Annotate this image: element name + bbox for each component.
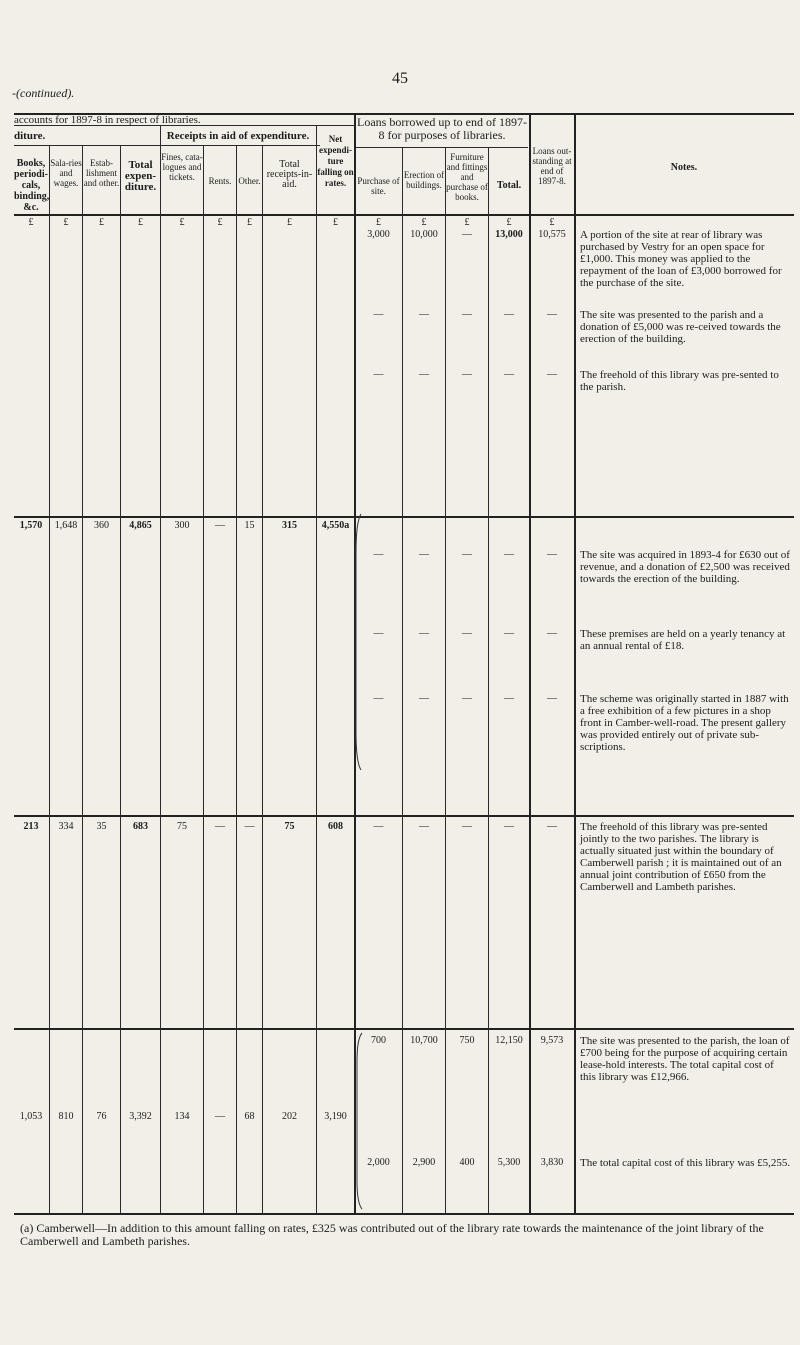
- col-notes: Notes.: [670, 162, 698, 173]
- cell: 608: [328, 821, 343, 832]
- rule-loans: [354, 147, 528, 148]
- note-2: The site was presented to the parish and a donation of £5,000 was re-ceived towards the erection of the building.: [580, 309, 781, 345]
- col-total: Total.: [496, 180, 522, 191]
- cell: —: [462, 549, 472, 560]
- table-bottom-rule: [14, 1213, 794, 1215]
- pound-sign: £: [179, 217, 185, 228]
- col-rule: [402, 147, 403, 1213]
- col-rule: [203, 145, 204, 1213]
- cell: 334: [58, 821, 74, 832]
- cell: 1,648: [54, 520, 78, 531]
- cell: 1,053: [19, 1111, 43, 1122]
- cell: 2,900: [412, 1157, 436, 1168]
- brace-group-b: [354, 1031, 364, 1211]
- col-furniture: Furniture and fittings and purchase of books.: [446, 152, 488, 202]
- header-bottom-rule: [14, 214, 794, 216]
- cell: —: [504, 628, 514, 639]
- col-rule: [49, 145, 50, 1213]
- cell: 1,570: [19, 520, 43, 531]
- col-rule: [316, 125, 317, 1213]
- col-total-receipts: Total receipts-in-aid.: [266, 159, 313, 190]
- col-rents: Rents.: [208, 176, 232, 186]
- cell: —: [547, 628, 557, 639]
- col-loans-outstanding: Loans out-standing at end of 1897-8.: [532, 146, 572, 186]
- cell: 76: [96, 1111, 107, 1122]
- cell: 4,865: [129, 520, 152, 531]
- cell: —: [462, 693, 472, 704]
- col-rule: [120, 145, 121, 1213]
- page-number: 45: [392, 70, 408, 87]
- footnote: (a) Camberwell—In addition to this amount falling on rates, £325 was contributed out of the library rate towards the maintenance of the joint library of the Camberwell and Lambeth parishes.: [20, 1221, 764, 1248]
- col-purchase-site: Purchase of site.: [357, 176, 400, 196]
- cell: 3,190: [324, 1111, 347, 1122]
- cell: 683: [133, 821, 148, 832]
- pound-sign: £: [138, 217, 143, 228]
- cell: —: [419, 821, 429, 832]
- col-fines: Fines, cata-logues and tickets.: [161, 152, 203, 182]
- col-other: Other.: [238, 176, 261, 186]
- cell: 9,573: [540, 1035, 564, 1046]
- pound-sign: £: [28, 217, 34, 228]
- header-group1: accounts for 1897-8 in respect of libraries.: [14, 114, 201, 126]
- col-rule: [574, 113, 576, 1213]
- cell: —: [547, 309, 557, 320]
- cell: —: [419, 309, 429, 320]
- header-expenditure: diture.: [14, 130, 46, 142]
- cell: —: [504, 309, 514, 320]
- col-net-expenditure: Net expendi-ture falling on rates.: [317, 134, 354, 188]
- cell: 10,575: [538, 229, 566, 240]
- cell: 68: [244, 1111, 255, 1122]
- cell: —: [462, 309, 472, 320]
- pound-sign: £: [333, 217, 338, 228]
- note-1: A portion of the site at rear of library was purchased by Vestry for an open space for £1,000. This money was applied to the repayment of the loan of £3,000 borrowed for the purchase of the site.: [580, 229, 782, 289]
- cell: 315: [282, 520, 297, 531]
- col-total-expenditure: Total expen-diture.: [124, 159, 157, 193]
- cell: —: [373, 369, 384, 380]
- cell: —: [462, 369, 472, 380]
- col-rule: [262, 145, 263, 1213]
- cell: 202: [282, 1111, 297, 1122]
- col-rule: [82, 145, 83, 1213]
- pound-sign: £: [247, 217, 252, 228]
- note-5: These premises are held on a yearly tenancy at an annual rental of £18.: [580, 628, 786, 652]
- pound-sign: £: [99, 217, 104, 228]
- cell: —: [462, 628, 472, 639]
- cell: 360: [94, 520, 109, 531]
- cell: 5,300: [497, 1157, 521, 1168]
- cell: 3,000: [367, 229, 390, 240]
- pound-sign: £: [421, 217, 427, 228]
- cell: —: [215, 1111, 225, 1122]
- cell: —: [504, 369, 514, 380]
- cell: —: [547, 369, 557, 380]
- col-rule: [488, 147, 489, 1213]
- col-salaries: Sala-ries and wages.: [50, 158, 82, 188]
- note-7: The freehold of this library was pre-sented jointly to the two parishes. The library is actually situated just within the boundary of Camberwell parish ; it is maintained out of an annual joint contribution of £650 from the Camberwell and Lambeth parishes.: [580, 821, 782, 893]
- cell: —: [215, 821, 225, 832]
- pound-sign: £: [376, 217, 381, 228]
- cell: 213: [23, 821, 39, 832]
- cell: 75: [177, 821, 187, 832]
- cell: —: [504, 693, 514, 704]
- pound-sign: £: [549, 217, 555, 228]
- cell: —: [373, 693, 384, 704]
- cell: —: [244, 821, 255, 832]
- rule-subcols: [14, 145, 320, 146]
- row-rule-b: [14, 815, 794, 817]
- cell: —: [373, 821, 384, 832]
- cell: 4,550a: [321, 520, 350, 531]
- cell: 300: [174, 520, 190, 531]
- cell: 750: [459, 1035, 475, 1046]
- cell: 134: [174, 1111, 190, 1122]
- note-3: The freehold of this library was pre-sented to the parish.: [580, 369, 779, 393]
- pound-sign: £: [506, 217, 512, 228]
- note-8: The site was presented to the parish, the loan of £700 being for the purpose of acquiring certain lease-hold interests. The total capital cost of this library was £12,966.: [580, 1035, 790, 1083]
- note-6: The scheme was originally started in 1887 with a free exhibition of a few pictures in a shop front in Camber-well-road. The present gallery was provided entirely out of private sub-scriptions.: [580, 693, 789, 753]
- cell: —: [504, 549, 514, 560]
- cell: —: [462, 229, 472, 240]
- cell: —: [547, 821, 557, 832]
- cell: 810: [58, 1111, 74, 1122]
- col-rule: [160, 125, 161, 1213]
- cell: 12,150: [495, 1035, 523, 1046]
- row-rule-a: [14, 516, 794, 518]
- header-loans: Loans borrowed up to end of 1897-8 for purposes of libraries.: [357, 115, 527, 142]
- cell: 75: [284, 821, 295, 832]
- col-erection: Erection of buildings.: [403, 170, 445, 190]
- pound-sign: £: [287, 217, 292, 228]
- cell: 10,700: [410, 1035, 438, 1046]
- cell: 400: [459, 1157, 475, 1168]
- cell: 15: [244, 520, 255, 531]
- cell: 10,000: [410, 229, 438, 240]
- cell: —: [419, 693, 429, 704]
- col-rule: [529, 113, 531, 1213]
- cell: 3,392: [129, 1111, 152, 1122]
- note-4: The site was acquired in 1893-4 for £630 out of revenue, and a donation of £2,500 was received towards the erection of the building.: [580, 549, 790, 585]
- pound-sign: £: [63, 217, 69, 228]
- continued-label: -(continued).: [12, 86, 75, 100]
- cell: 2,000: [367, 1157, 390, 1168]
- cell: —: [504, 821, 514, 832]
- col-rule: [445, 147, 446, 1213]
- cell: —: [419, 369, 429, 380]
- note-9: The total capital cost of this library was £5,255.: [580, 1157, 791, 1169]
- cell: —: [547, 693, 557, 704]
- cell: —: [373, 549, 384, 560]
- cell: —: [547, 549, 557, 560]
- cell: —: [419, 628, 429, 639]
- col-books: Books, periodi-cals, binding, &c.: [14, 158, 50, 213]
- cell: 3,830: [540, 1157, 564, 1168]
- pound-sign: £: [464, 217, 470, 228]
- col-establishment: Estab-lishment and other.: [83, 158, 120, 188]
- row-rule-c: [14, 1028, 794, 1030]
- cell: 13,000: [495, 229, 523, 240]
- col-rule: [236, 145, 237, 1213]
- cell: 35: [96, 821, 107, 832]
- cell: —: [373, 628, 384, 639]
- cell: —: [373, 309, 384, 320]
- cell: —: [462, 821, 472, 832]
- cell: —: [419, 549, 429, 560]
- header-receipts: Receipts in aid of expenditure.: [166, 130, 310, 142]
- pound-sign: £: [217, 217, 223, 228]
- cell: 700: [371, 1035, 386, 1046]
- cell: —: [215, 520, 225, 531]
